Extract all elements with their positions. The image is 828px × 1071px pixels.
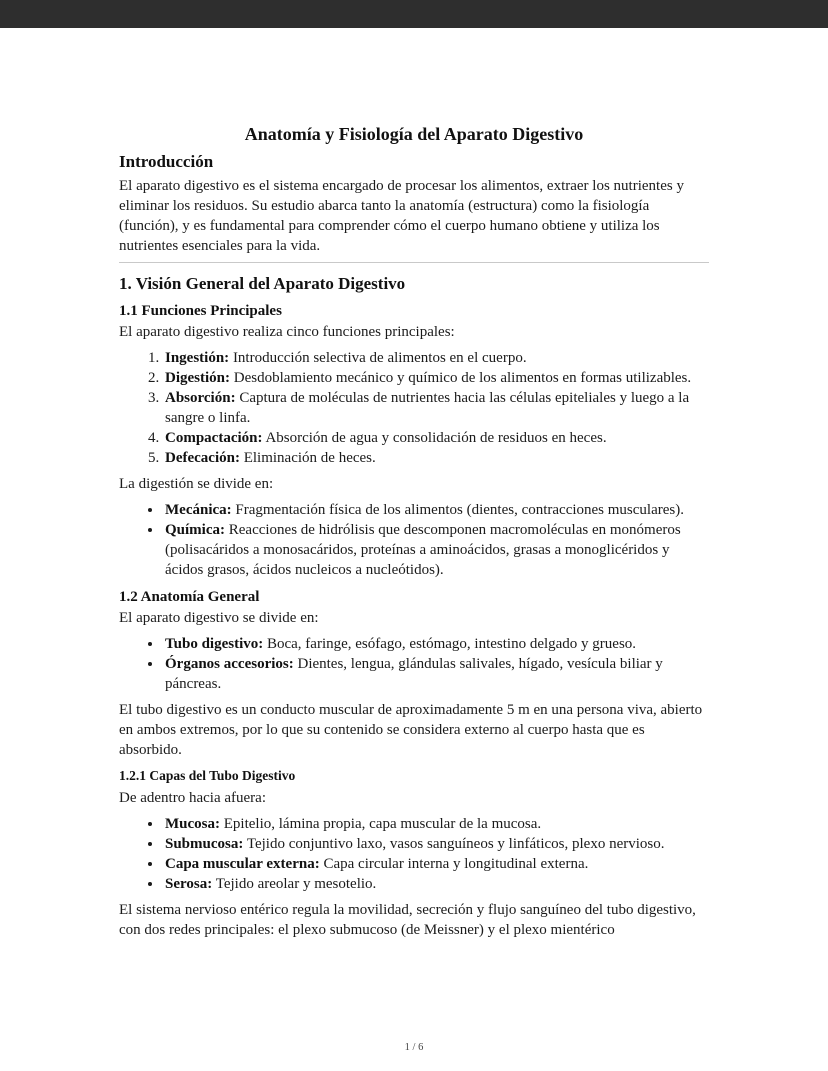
heading-section-1: 1. Visión General del Aparato Digestivo [119,274,406,293]
list-item-term: Ingestión: [165,350,230,366]
document-page [119,28,709,940]
list-item-desc: Eliminación de heces. [243,450,376,466]
list-item-term: Submucosa: [165,836,244,852]
paragraph-layers-lead: De adentro hacia afuera: [119,790,266,806]
list-item [163,348,709,368]
list-item-term: Órganos accesorios: [165,656,294,672]
list-item-desc: Reacciones de hidrólisis que descomponen macromoléculas en monómeros (polisacáridos a monosacáridos, proteínas a aminoácidos, grasas a monoglicéridos y ácidos grasos, ácidos nucleicos a nucleótidos). [165,522,681,578]
tube-layers-list [119,814,709,894]
heading-section-1-2-1: 1.2.1 Capas del Tubo Digestivo [119,768,296,783]
list-item [163,634,709,654]
list-item [163,368,709,388]
functions-list [119,348,709,468]
list-item-desc: Absorción de agua y consolidación de residuos en heces. [265,430,607,446]
paragraph-anatomy-lead: El aparato digestivo se divide en: [119,610,319,626]
list-item [163,814,709,834]
list-item-desc: Dientes, lengua, glándulas salivales, hígado, vesícula biliar y páncreas. [165,656,663,692]
list-item [163,388,709,428]
paragraph-division-lead: La digestión se divide en: [119,476,274,492]
list-item-term: Mucosa: [165,816,220,832]
paragraph-functions-lead: El aparato digestivo realiza cinco funciones principales: [119,324,455,340]
viewer-top-bar [0,0,828,28]
list-item [163,520,709,580]
list-item-term: Absorción: [165,390,236,406]
list-item-desc: Desdoblamiento mecánico y químico de los alimentos en formas utilizables. [233,370,692,386]
list-item [163,834,709,854]
list-item [163,500,709,520]
list-item-desc: Captura de moléculas de nutrientes hacia las células epiteliales y luego a la sangre o linfa. [165,390,690,426]
list-item-desc: Introducción selectiva de alimentos en el cuerpo. [232,350,527,366]
section-divider [119,262,709,263]
list-item-term: Tubo digestivo: [165,636,264,652]
paragraph-enteric: El sistema nervioso entérico regula la movilidad, secreción y flujo sanguíneo del tubo digestivo, con dos redes principales: el plexo submucoso (de Meissner) y el plexo mientérico [119,902,696,938]
list-item-term: Mecánica: [165,502,232,518]
list-item [163,874,709,894]
heading-introduccion: Introducción [119,152,214,171]
paragraph-intro: El aparato digestivo es el sistema encargado de procesar los alimentos, extraer los nutrientes y eliminar los residuos. Su estudio abarca tanto la anatomía (estructura) como la fisiología (función), y es fundamental para comprender cómo el cuerpo humano obtiene y utiliza los nutrientes esenciales para la vida. [119,178,684,254]
list-item-desc: Tejido conjuntivo laxo, vasos sanguíneos y linfáticos, plexo nervioso. [246,836,665,852]
list-item-desc: Epitelio, lámina propia, capa muscular de la mucosa. [223,816,542,832]
list-item-term: Capa muscular externa: [165,856,320,872]
heading-section-1-1: 1.1 Funciones Principales [119,303,282,319]
page-number: 1 / 6 [404,1042,424,1053]
list-item-term: Serosa: [165,876,213,892]
list-item-term: Química: [165,522,225,538]
list-item-desc: Boca, faringe, esófago, estómago, intestino delgado y grueso. [266,636,637,652]
list-item [163,854,709,874]
paragraph-tube: El tubo digestivo es un conducto muscular de aproximadamente 5 m en una persona viva, abierto en ambos extremos, por lo que su contenido se considera externo al cuerpo hasta que es absorbido. [119,702,703,758]
digestion-types-list [119,500,709,580]
list-item [163,428,709,448]
list-item-term: Digestión: [165,370,230,386]
anatomy-parts-list [119,634,709,694]
list-item-desc: Capa circular interna y longitudinal externa. [323,856,589,872]
list-item [163,448,709,468]
list-item-desc: Fragmentación física de los alimentos (dientes, contracciones musculares). [235,502,684,518]
document-title: Anatomía y Fisiología del Aparato Digestivo [244,124,584,144]
list-item-term: Defecación: [165,450,240,466]
heading-section-1-2: 1.2 Anatomía General [119,589,260,605]
list-item-term: Compactación: [165,430,263,446]
list-item [163,654,709,694]
list-item-desc: Tejido areolar y mesotelio. [215,876,377,892]
